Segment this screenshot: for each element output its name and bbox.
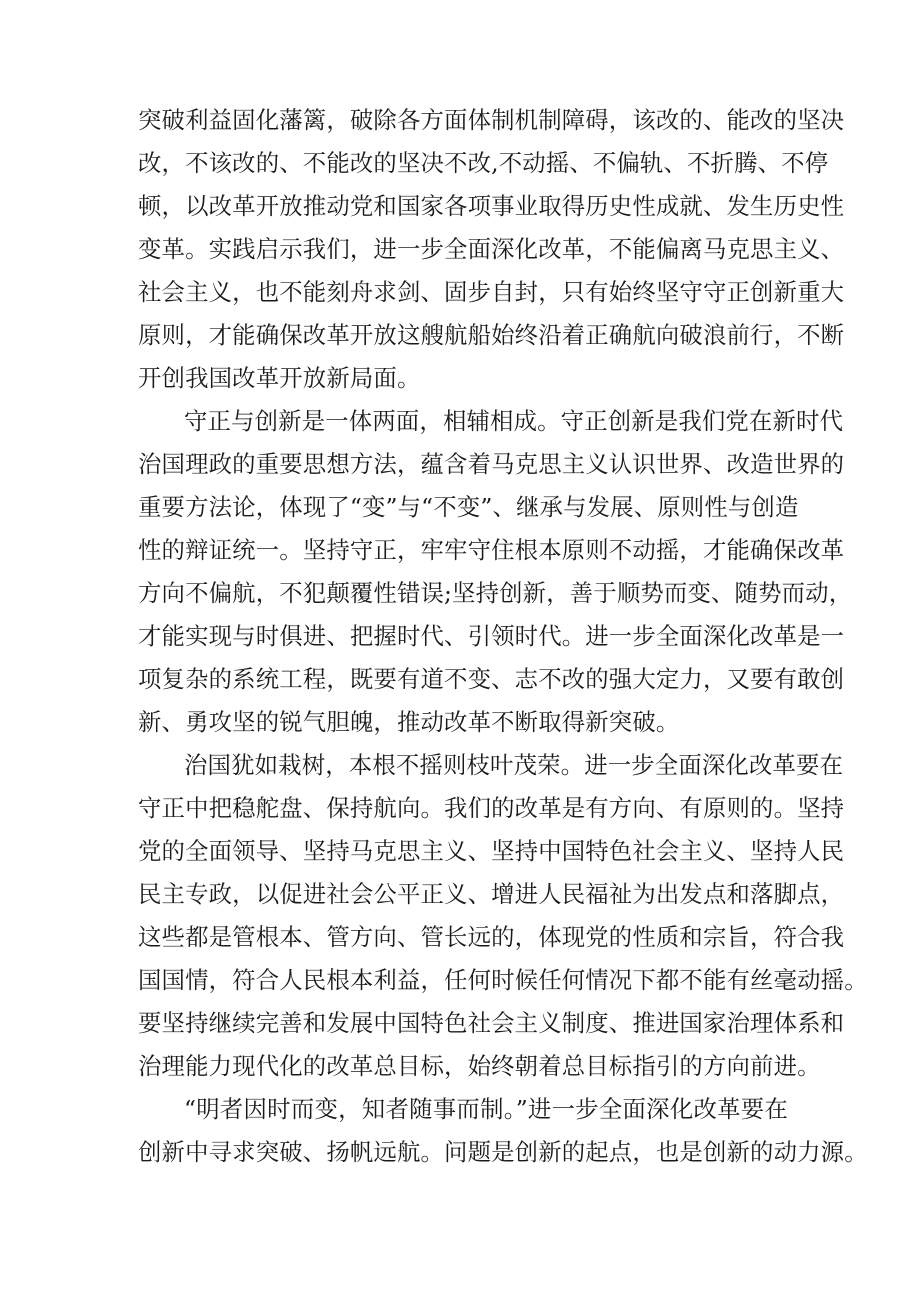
text-line: 治国犹如栽树，本根不摇则枝叶茂荣。进一步全面深化改革要在 (184, 751, 844, 779)
text-line: 党的全面领导、坚持马克思主义、坚持中国特色社会主义、坚持人民 (138, 837, 845, 865)
text-line: 守正与创新是一体两面，相辅相成。守正创新是我们党在新时代 (184, 407, 844, 435)
text-line: 治国理政的重要思想方法，蕴含着马克思主义认识世界、改造世界的 (138, 450, 845, 478)
text-line: 国国情，符合人民根本利益，任何时候任何情况下都不能有丝毫动摇。 (138, 966, 868, 994)
text-line: 要坚持继续完善和发展中国特色社会主义制度、推进国家治理体系和 (138, 1009, 845, 1037)
text-line: 项复杂的系统工程，既要有道不变、志不改的强大定力，又要有敢创 (138, 665, 845, 693)
text-line: 原则，才能确保改革开放这艘航船始终沿着正确航向破浪前行，不断 (138, 321, 845, 349)
paragraph-1 (138, 99, 845, 400)
paragraph-4 (138, 1088, 868, 1174)
text-line: 性的辩证统一。坚持守正，牢牢守住根本原则不动摇，才能确保改革 (138, 536, 845, 564)
text-line: 治理能力现代化的改革总目标，始终朝着总目标指引的方向前进。 (138, 1052, 821, 1080)
text-line: 重要方法论，体现了“变”与“不变”、继承与发展、原则性与创造 (138, 493, 799, 521)
paragraph-3 (138, 744, 868, 1088)
text-line: 改，不该改的、不能改的坚决不改,不动摇、不偏轨、不折腾、不停 (138, 149, 829, 177)
text-line: 突破利益固化藩篱，破除各方面体制机制障碍，该改的、能改的坚决 (138, 106, 845, 134)
text-line: 方向不偏航，不犯颠覆性错误;坚持创新，善于顺势而变、随势而动， (138, 579, 853, 607)
paragraph-2 (138, 400, 853, 744)
text-line: 才能实现与时俱进、把握时代、引领时代。进一步全面深化改革是一 (138, 622, 845, 650)
text-line: 新、勇攻坚的锐气胆魄，推动改革不断取得新突破。 (138, 708, 680, 736)
text-line: 民主专政，以促进社会公平正义、增进人民福祉为出发点和落脚点， (138, 880, 845, 908)
text-line: 创新中寻求突破、扬帆远航。问题是创新的起点，也是创新的动力源。 (138, 1138, 868, 1166)
text-line: 顿，以改革开放推动党和国家各项事业取得历史性成就、发生历史性 (138, 192, 845, 220)
text-line: 变革。实践启示我们，进一步全面深化改革，不能偏离马克思主义、 (138, 235, 845, 263)
text-line: 守正中把稳舵盘、保持航向。我们的改革是有方向、有原则的。坚持 (138, 794, 845, 822)
document-body (138, 99, 868, 1174)
text-line: 社会主义，也不能刻舟求剑、固步自封，只有始终坚守守正创新重大 (138, 278, 845, 306)
text-line: “明者因时而变，知者随事而制。”进一步全面深化改革要在 (184, 1095, 788, 1123)
text-line: 这些都是管根本、管方向、管长远的，体现党的性质和宗旨，符合我 (138, 923, 845, 951)
text-line: 开创我国改革开放新局面。 (138, 364, 421, 392)
